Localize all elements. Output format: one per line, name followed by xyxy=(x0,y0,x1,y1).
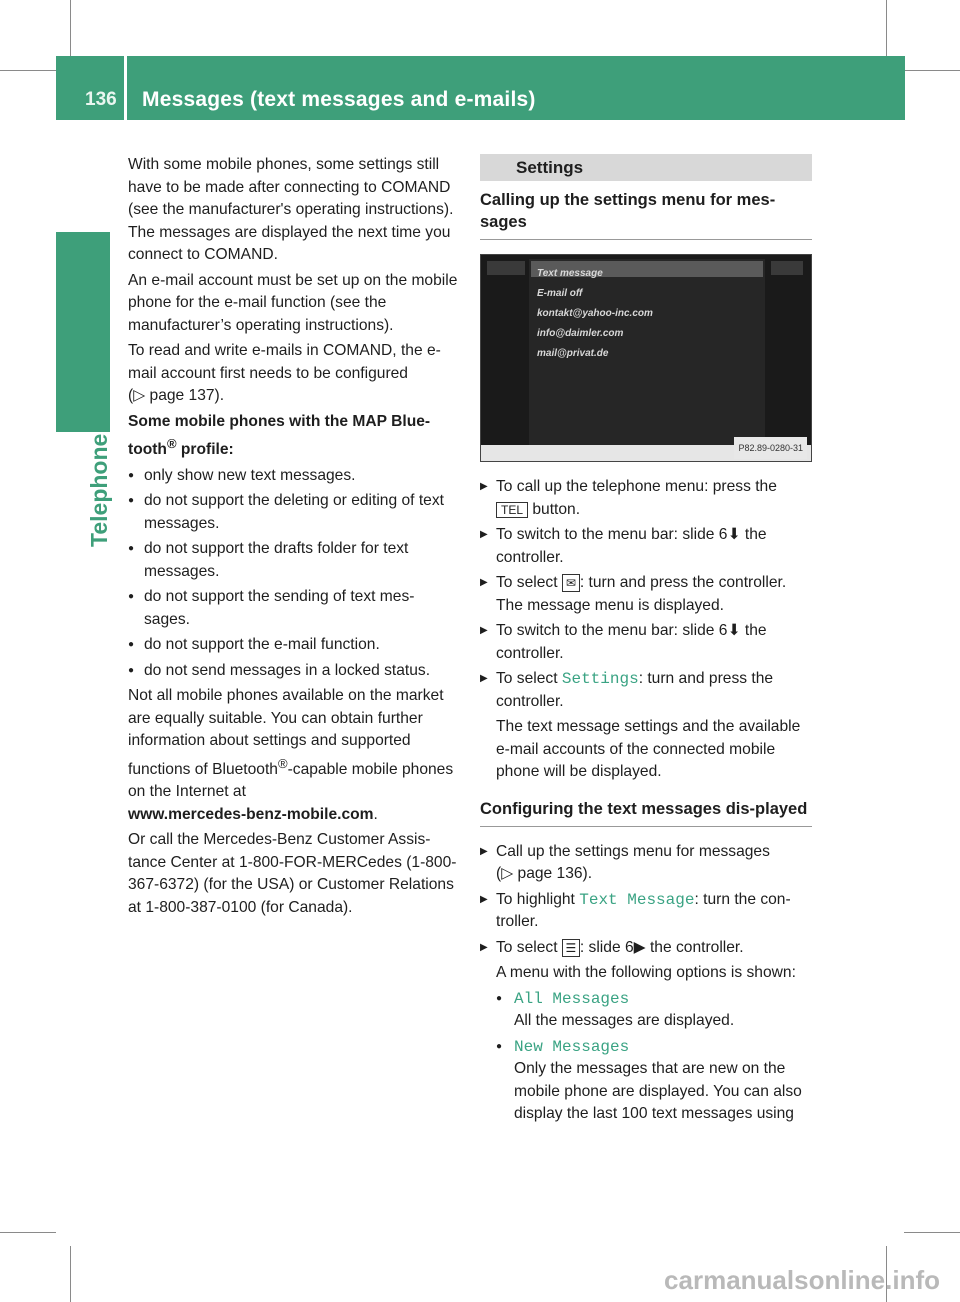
step-text: To select xyxy=(496,670,562,687)
menu-row: mail@privat.de xyxy=(537,348,609,359)
step-text: To select xyxy=(496,938,562,956)
option-desc: All the messages are displayed. xyxy=(514,1012,735,1029)
option-label-new-messages: New Messages xyxy=(514,1037,630,1056)
list-item: ● only show new text messages. xyxy=(128,465,460,488)
list-item: ● do not support the deleting or editing of text messages. xyxy=(128,490,460,535)
crop-mark xyxy=(904,1232,960,1233)
crop-mark xyxy=(70,1246,71,1302)
slide-right-icon: ▶ xyxy=(633,938,646,956)
step-text: : turn and press the controller. xyxy=(496,670,774,710)
page-ref-link[interactable]: (▷ page 136). xyxy=(496,865,593,882)
step-text: the controller. xyxy=(496,526,767,566)
watermark: carmanualsonline.info xyxy=(664,1265,940,1295)
step-text: : slide xyxy=(579,938,625,956)
menu-row: info@daimler.com xyxy=(537,328,624,339)
paragraph: With some mobile phones, some settings still have to be made after connecting to COMAND (see the manufacturer's operating instructions). The messages are displayed the next time you connect to COMAND. xyxy=(128,156,454,263)
paragraph xyxy=(128,340,460,408)
comand-screenshot xyxy=(480,254,812,462)
page-ref-link[interactable]: (▷ page 137). xyxy=(128,387,225,404)
step-text: the controller. xyxy=(645,938,744,956)
list-item: ● do not support the e-mail function. xyxy=(128,634,460,657)
page-header xyxy=(56,56,905,120)
header-separator xyxy=(124,56,127,120)
crop-mark xyxy=(0,1232,56,1233)
menu-row: E-mail off xyxy=(537,288,583,299)
option-desc: Only the messages that are new on the mobile phone are displayed. You can also display the last 100 text messages using xyxy=(514,1060,802,1122)
slide-down-icon: ⬇ xyxy=(727,526,741,543)
menu-row: Text message xyxy=(537,268,603,279)
paragraph-text: To read and write e-mails in COMAND, the e-mail account first needs to be configured xyxy=(128,342,441,382)
step-text: : turn and press the controller. The message menu is displayed. xyxy=(496,574,787,614)
step xyxy=(480,841,812,886)
step-text: Call up the settings menu for messages xyxy=(496,842,770,860)
paragraph-text: Not all mobile phones available on the market are equally suitable. You can obtain further information about settings and supported functions of Bluetooth xyxy=(128,687,444,778)
list-item: ● do not support the drafts folder for text messages. xyxy=(128,538,460,583)
left-column xyxy=(128,154,460,922)
option-item xyxy=(480,988,812,1011)
paragraph-text: . xyxy=(373,805,378,823)
side-tab xyxy=(56,232,110,432)
controller-icon: 6 xyxy=(718,622,728,639)
tel-key-icon: TEL xyxy=(496,502,528,518)
step-text: To call up the telephone menu: press the xyxy=(496,478,777,495)
crop-mark xyxy=(886,0,887,56)
text-message-menu-label: Text Message xyxy=(579,890,695,909)
envelope-icon: ✉ xyxy=(562,574,580,592)
website-link[interactable]: www.mercedes-benz-mobile.com xyxy=(128,805,374,823)
step xyxy=(480,524,812,569)
step-text: To select xyxy=(496,574,562,591)
subheading xyxy=(128,411,460,462)
crop-mark xyxy=(0,70,56,71)
step xyxy=(480,668,812,713)
right-column xyxy=(480,154,812,1129)
slide-down-icon: ⬇ xyxy=(727,622,741,639)
registered-mark: ® xyxy=(277,755,288,771)
step-text: To highlight xyxy=(496,890,580,908)
registered-mark: ® xyxy=(166,436,177,451)
step xyxy=(480,572,812,617)
step-text: button. xyxy=(528,500,581,518)
paragraph: An e-mail account must be set up on the mobile phone for the e-mail function (see the manufacturer’s operating instructions). xyxy=(128,271,458,334)
list-item: ● do not support the sending of text mes-sages. xyxy=(128,586,460,631)
step xyxy=(480,889,812,934)
settings-menu-label: Settings xyxy=(561,670,639,688)
step xyxy=(480,476,812,521)
step-note: The text message settings and the available e-mail accounts of the connected mobile phone will be displayed. xyxy=(496,718,801,780)
menu-options-icon: ☰ xyxy=(562,939,580,957)
step-text: the controller. xyxy=(496,622,767,662)
side-label-wrap xyxy=(56,432,110,562)
heading-calling: Calling up the settings menu for mes-sages xyxy=(480,189,812,240)
page-title: Messages (text messages and e-mails) xyxy=(142,88,536,111)
subheading-text: Some mobile phones with the MAP Blue- xyxy=(128,412,431,430)
side-label: Telephone xyxy=(86,433,112,547)
step xyxy=(480,937,812,960)
menu-button-graphic xyxy=(771,261,803,275)
page-number: 136 xyxy=(85,89,117,110)
figure-caption: P82.89-0280-31 xyxy=(734,437,807,460)
option-item xyxy=(480,1036,812,1059)
controller-icon: 6 xyxy=(718,526,728,543)
step-text: To switch to the menu bar: slide xyxy=(496,526,719,543)
back-button-graphic xyxy=(487,261,525,275)
paragraph xyxy=(128,685,460,826)
subheading-text: profile: xyxy=(176,441,234,459)
menu-row: kontakt@yahoo-inc.com xyxy=(537,308,653,319)
paragraph: Or call the Mercedes-Benz Customer Assis-tance Center at 1-800-FOR-MERCedes (1-800-367-6372) (for the USA) or Customer Relations at 1-800-387-0100 (for Canada). xyxy=(128,831,457,916)
section-title: Settings xyxy=(480,154,812,181)
list-item: ● do not send messages in a locked status. xyxy=(128,660,460,683)
step xyxy=(480,620,812,665)
step-text: : turn the con-troller. xyxy=(496,890,791,930)
option-label-all-messages: All Messages xyxy=(514,989,630,1008)
step-note: A menu with the following options is shown: xyxy=(496,964,796,981)
controller-icon: 6 xyxy=(624,938,634,956)
crop-mark xyxy=(904,70,960,71)
subheading-text: tooth xyxy=(128,441,167,459)
step-text: To switch to the menu bar: slide xyxy=(496,622,719,639)
paragraph-text: -capable mobile phones on the Internet at xyxy=(128,760,454,801)
crop-mark xyxy=(70,0,71,56)
heading-config: Configuring the text messages dis-played xyxy=(480,798,812,827)
